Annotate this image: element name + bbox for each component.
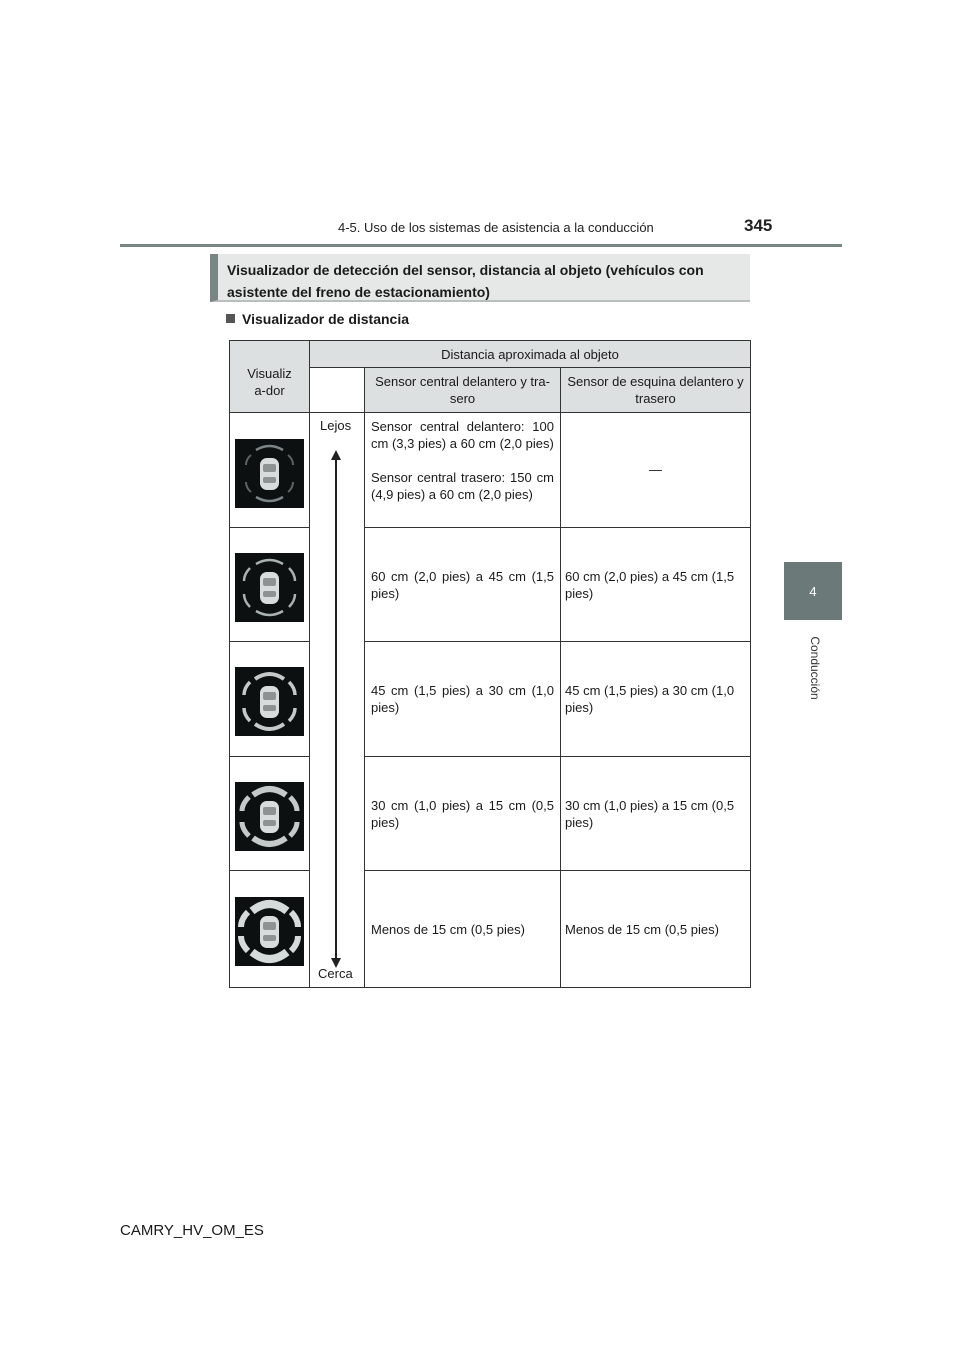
subheading-text: Visualizador de distancia xyxy=(242,311,410,327)
corner-dash: — xyxy=(649,462,662,477)
central-front-text: Sensor central delantero: 100 cm (3,3 pies) a 60 cm (2,0 pies) xyxy=(371,419,554,451)
chapter-label: Conducción xyxy=(808,636,822,700)
corner-cell-4 xyxy=(560,756,751,871)
header-rule xyxy=(120,244,842,247)
distance-table xyxy=(229,340,751,988)
sensor-display-45cm xyxy=(235,667,304,736)
square-bullet-icon xyxy=(226,314,235,323)
far-label: Lejos xyxy=(320,418,352,433)
central-text-5: Menos de 15 cm (0,5 pies) xyxy=(371,922,525,937)
sensor-display-15cm xyxy=(235,897,304,966)
header-central xyxy=(364,367,561,413)
central-cell-1 xyxy=(364,412,561,528)
near-label: Cerca xyxy=(318,966,353,981)
section-header: 4-5. Uso de los sistemas de asistencia a la conducción xyxy=(338,220,654,235)
subheading xyxy=(226,311,409,327)
box-title: Visualizador de detección del sensor, distancia al objeto (vehículos con asistente del freno de estacionamiento) xyxy=(210,254,750,302)
central-text-4: 30 cm (1,0 pies) a 15 cm (0,5 pies) xyxy=(371,798,554,830)
corner-cell-1 xyxy=(560,412,751,528)
corner-text-5: Menos de 15 cm (0,5 pies) xyxy=(565,922,719,937)
arrow-column xyxy=(309,412,365,988)
distance-arrow xyxy=(335,456,337,962)
corner-cell-5 xyxy=(560,870,751,988)
corner-text-4: 30 cm (1,0 pies) a 15 cm (0,5 pies) xyxy=(565,798,735,830)
header-display xyxy=(229,340,310,413)
header-corner xyxy=(560,367,751,413)
header-corner-label: Sensor de esquina delantero y trasero xyxy=(567,374,744,406)
central-cell-5 xyxy=(364,870,561,988)
central-text-3: 45 cm (1,5 pies) a 30 cm (1,0 pies) xyxy=(371,683,554,715)
central-cell-3 xyxy=(364,641,561,757)
central-cell-4 xyxy=(364,756,561,871)
central-rear-text: Sensor central trasero: 150 cm (4,9 pies) a 60 cm (2,0 pies) xyxy=(371,470,554,502)
sensor-display-far xyxy=(235,439,304,508)
header-central-label: Sensor central delantero y tra-sero xyxy=(375,374,550,406)
header-display-label: Visualiza-dor xyxy=(247,366,292,398)
corner-text-2: 60 cm (2,0 pies) a 45 cm (1,5 pies) xyxy=(565,569,735,601)
page-number: 345 xyxy=(744,216,773,235)
corner-text-3: 45 cm (1,5 pies) a 30 cm (1,0 pies) xyxy=(565,683,735,715)
header-distance xyxy=(309,340,751,368)
central-cell-2 xyxy=(364,527,561,642)
sensor-display-60cm xyxy=(235,553,304,622)
footer-code: CAMRY_HV_OM_ES xyxy=(120,1222,264,1239)
corner-cell-2 xyxy=(560,527,751,642)
central-text-2: 60 cm (2,0 pies) a 45 cm (1,5 pies) xyxy=(371,569,554,601)
sensor-display-30cm xyxy=(235,782,304,851)
chapter-tab: 4 xyxy=(784,562,842,620)
corner-cell-3 xyxy=(560,641,751,757)
header-distance-label: Distancia aproximada al objeto xyxy=(441,347,619,362)
